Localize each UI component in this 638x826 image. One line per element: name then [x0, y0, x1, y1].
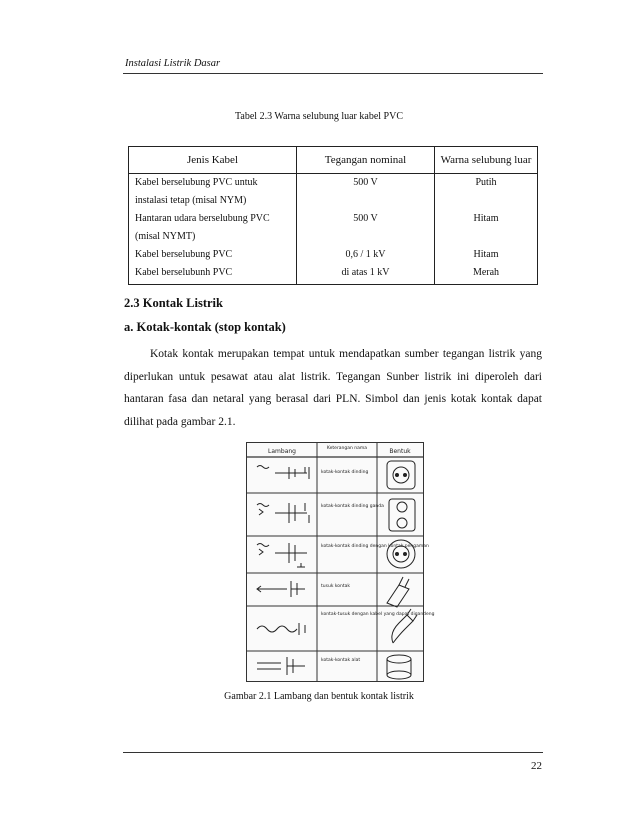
label-plug: tusuk kontak [321, 584, 351, 589]
label-wall-socket: kotak-kontak dinding [321, 470, 369, 475]
column-header-sheath-color: Warna selubung luar [435, 147, 538, 174]
label-earthed-wall-socket: kotak-kontak dinding dengan kontak pengaman [321, 544, 429, 549]
cell-voltage [297, 192, 435, 210]
socket-symbols-figure [246, 442, 435, 682]
shape-appliance-socket [387, 655, 411, 679]
section-heading: 2.3 Kontak Listrik [124, 296, 223, 310]
label-double-wall-socket: kotak-kontak dinding ganda [321, 504, 384, 509]
column-header-voltage: Tegangan nominal [297, 147, 435, 174]
cell-sheath-color: Hitam [435, 210, 538, 228]
table-caption: Tabel 2.3 Warna selubung luar kabel PVC [235, 111, 403, 122]
symbol-double-wall-socket [257, 503, 309, 523]
shape-double-wall-socket [389, 499, 415, 531]
column-header-cable-type: Jenis Kabel [129, 147, 297, 174]
table-row [129, 174, 538, 193]
cell-sheath-color [435, 228, 538, 246]
symbol-cable-plug [257, 623, 305, 635]
page-number: 22 [531, 760, 542, 772]
footer-divider [123, 752, 543, 753]
table-header-row [129, 147, 538, 174]
cell-voltage: 500 V [297, 174, 435, 193]
running-header: Instalasi Listrik Dasar [125, 58, 221, 69]
label-appliance-socket: kotak-kontak alat [321, 658, 361, 663]
cell-voltage: di atas 1 kV [297, 264, 435, 285]
cell-cable-type: Kabel berselubung PVC untuk [129, 174, 297, 193]
cell-cable-type: Kabel berselubung PVC [129, 246, 297, 264]
table-row [129, 246, 538, 264]
label-cable-plug: kontak-tusuk dengan kabel yang dapat digandeng [321, 612, 435, 617]
body-paragraph: Kotak kontak merupakan tempat untuk mendapatkan sumber tegangan listrik yang diperlukan untuk pesawat atau alat listrik. Tegangan Sunber listrik ini diperoleh dari hantaran fasa dan netaral yang berasal dari PLN. Simbol dan jenis kotak kontak dapat dilihat pada gambar 2.1. [124, 348, 542, 428]
table-row [129, 210, 538, 228]
figure-header-description: Keterangan nama [326, 446, 368, 451]
header-divider [123, 73, 543, 74]
table-row [129, 228, 538, 246]
cell-voltage: 500 V [297, 210, 435, 228]
cell-sheath-color: Hitam [435, 246, 538, 264]
cell-voltage [297, 228, 435, 246]
cell-voltage: 0,6 / 1 kV [297, 246, 435, 264]
table-row [129, 192, 538, 210]
cell-cable-type: (misal NYMT) [129, 228, 297, 246]
symbol-wall-socket [257, 466, 309, 480]
cell-cable-type: instalasi tetap (misal NYM) [129, 192, 297, 210]
figure-header-shape: Bentuk [389, 448, 411, 455]
symbol-appliance-socket [257, 657, 305, 675]
cell-cable-type: Hantaran udara berselubung PVC [129, 210, 297, 228]
figure-header-symbol: Lambang [268, 448, 296, 455]
cell-sheath-color: Merah [435, 264, 538, 285]
table-row [129, 264, 538, 285]
socket-symbols-illustration [247, 443, 435, 681]
shape-plug [387, 577, 409, 607]
figure-caption: Gambar 2.1 Lambang dan bentuk kontak listrik [224, 691, 414, 702]
cable-color-table [128, 146, 538, 285]
symbol-earthed-wall-socket [257, 543, 307, 567]
symbol-plug [257, 581, 305, 597]
cell-cable-type: Kabel berselubunh PVC [129, 264, 297, 285]
cell-sheath-color: Putih [435, 174, 538, 193]
cell-sheath-color [435, 192, 538, 210]
subsection-heading: a. Kotak-kontak (stop kontak) [124, 320, 286, 334]
shape-wall-socket [387, 461, 415, 489]
